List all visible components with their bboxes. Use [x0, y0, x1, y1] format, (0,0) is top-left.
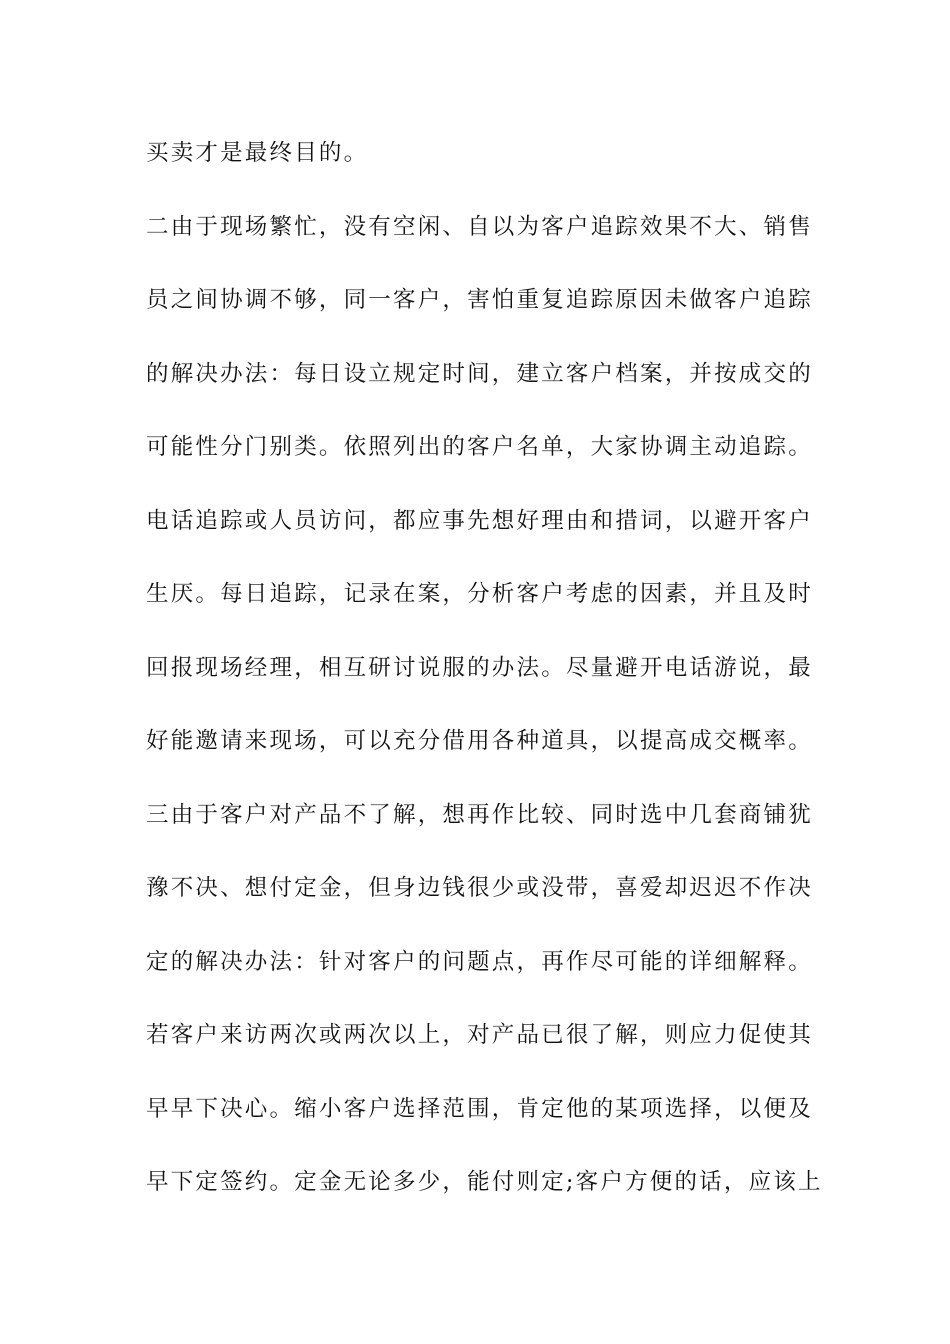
text-line: 早早下决心。缩小客户选择范围，肯定他的某项选择，以便及: [146, 1095, 813, 1122]
text-line: 电话追踪或人员访问，都应事先想好理由和措词，以避开客户: [146, 507, 813, 534]
text-line: 早下定签约。定金无论多少，能付则定;客户方便的话，应该上: [146, 1169, 823, 1195]
text-line: 回报现场经理，相互研讨说服的办法。尽量避开电话游说，最: [146, 654, 813, 681]
text-line: 生厌。每日追踪，记录在案，分析客户考虑的因素，并且及时: [146, 581, 813, 607]
text-line: 三由于客户对产品不了解，想再作比较、同时选中几套商铺犹: [146, 801, 813, 828]
text-line: 好能邀请来现场，可以充分借用各种道具，以提高成交概率。: [146, 728, 813, 754]
text-line: 员之间协调不够，同一客户，害怕重复追踪原因未做客户追踪: [146, 287, 813, 313]
text-line: 买卖才是最终目的。: [146, 140, 369, 166]
text-line: 豫不决、想付定金，但身边钱很少或没带，喜爱却迟迟不作决: [146, 875, 813, 901]
text-line: 的解决办法：每日设立规定时间，建立客户档案，并按成交的: [146, 360, 813, 387]
body-text: [146, 130, 823, 1233]
text-line: 若客户来访两次或两次以上，对产品已很了解，则应力促使其: [146, 1022, 813, 1048]
text-line: 可能性分门别类。依照列出的客户名单，大家协调主动追踪。: [146, 434, 813, 460]
text-line: 定的解决办法：针对客户的问题点，再作尽可能的详细解释。: [146, 948, 813, 975]
text-line: 二由于现场繁忙，没有空闲、自以为客户追踪效果不大、销售: [146, 213, 813, 240]
